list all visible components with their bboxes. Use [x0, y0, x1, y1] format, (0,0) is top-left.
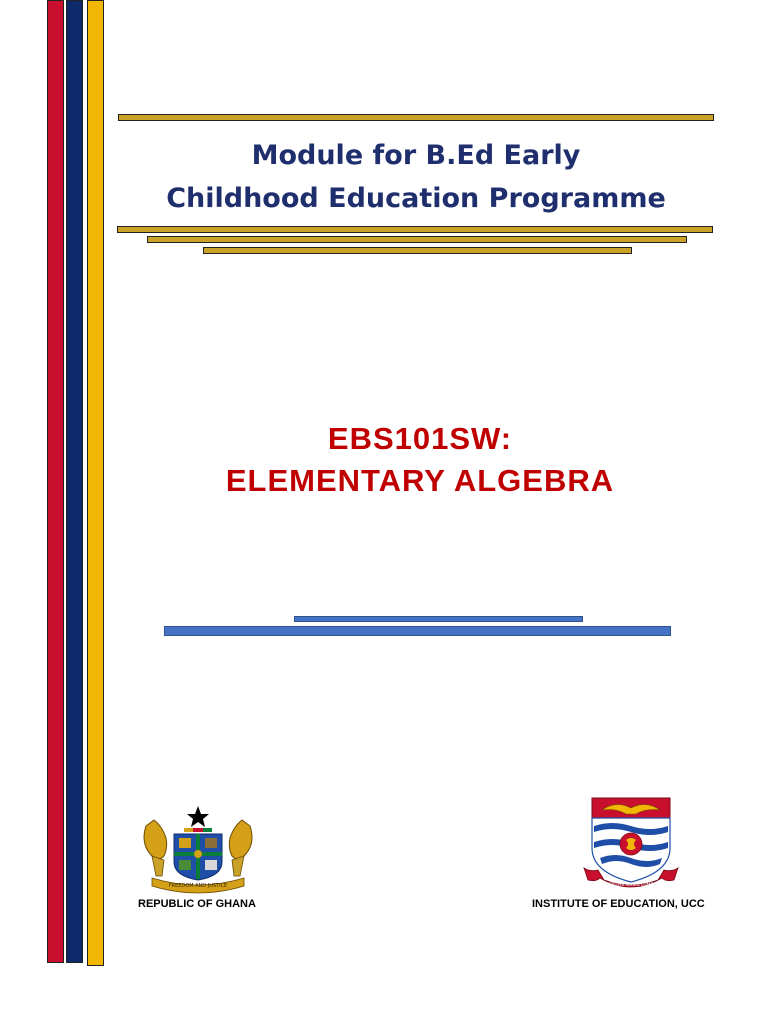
top-gold-rule	[118, 114, 714, 121]
module-title-line2: Childhood Education Programme	[166, 183, 666, 214]
gold-rule-short	[203, 247, 632, 254]
module-title	[118, 134, 714, 220]
ucc-emblem-motto: VERITAS NOBIS LUMEN	[605, 883, 657, 888]
navy-stripe	[66, 0, 83, 963]
blue-rule-long	[164, 626, 671, 636]
course-code: EBS101SW:	[327, 421, 513, 456]
blue-rule-short	[294, 616, 583, 622]
course-title	[118, 418, 722, 502]
course-name: ELEMENTARY ALGEBRA	[225, 463, 615, 498]
red-stripe	[47, 0, 64, 963]
republic-of-ghana-caption: REPUBLIC OF GHANA	[138, 898, 256, 910]
institute-of-education-caption: INSTITUTE OF EDUCATION, UCC	[532, 898, 705, 910]
ghana-coat-of-arms-icon	[138, 804, 258, 894]
module-title-line1: Module for B.Ed Early	[251, 140, 581, 171]
gold-stripe	[87, 0, 104, 966]
gold-rule-medium	[147, 236, 687, 243]
gold-rule-long	[117, 226, 713, 233]
ucc-crest-icon	[580, 796, 682, 892]
ghana-emblem-motto: FREEDOM AND JUSTICE	[168, 883, 228, 889]
